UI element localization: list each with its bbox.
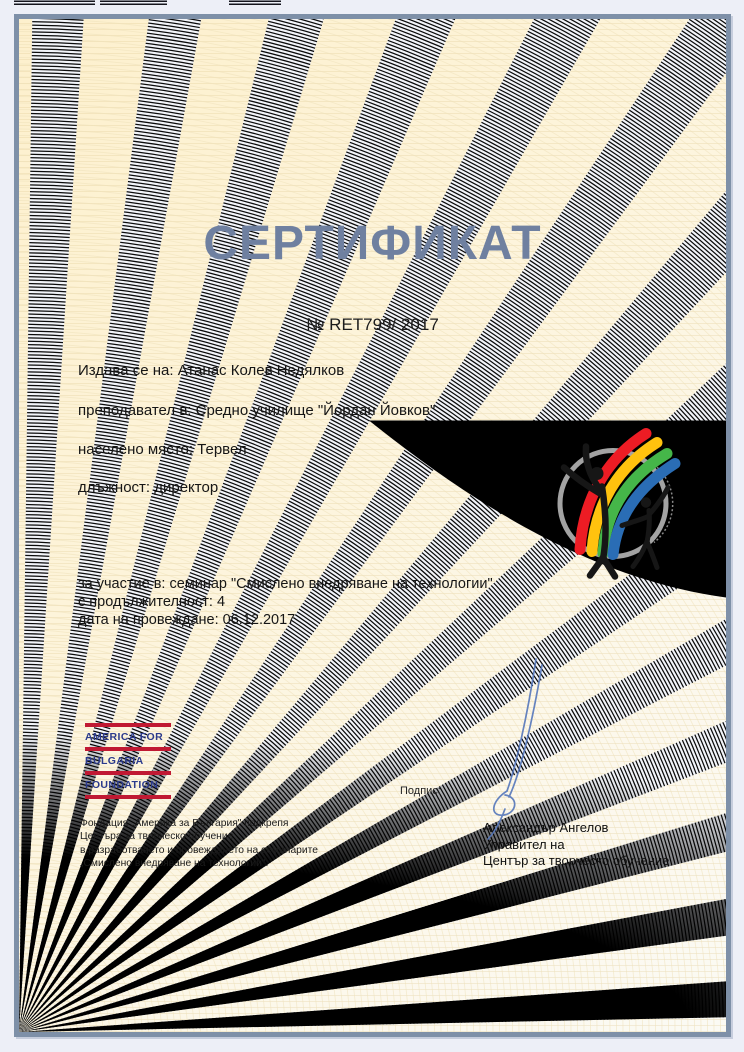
abf-foundation-logo-icon bbox=[85, 723, 171, 799]
recipient-role-line: длъжност: директор bbox=[78, 479, 219, 496]
signatory-name: Александър Ангелов bbox=[483, 820, 609, 835]
recipient-name-line: Издава се на: Атанас Колев Недялков bbox=[78, 362, 345, 379]
signatory-organization: Център за творческо обучение bbox=[483, 853, 670, 869]
signatory-role: Управител на bbox=[483, 836, 565, 852]
certificate-number: № RET799/ 2017 bbox=[306, 315, 439, 334]
sponsor-note-line: в разработването и провеждането на семинарите bbox=[80, 844, 318, 856]
clipped-text-fragment bbox=[229, 0, 281, 5]
certificate-title: СЕРТИФИКАТ bbox=[203, 217, 542, 270]
abf-stripe bbox=[85, 795, 171, 799]
abf-line-2: BULGARIA bbox=[85, 754, 144, 767]
certificate-page bbox=[14, 14, 731, 1037]
recipient-position-line: преподавател в: Средно училище "Йордан Йовков" bbox=[78, 402, 436, 419]
sponsor-note-line: Фондация „Америка за България" подкрепя bbox=[80, 818, 289, 829]
sponsor-note-line: „Смислено внедряване на технологии". bbox=[80, 858, 269, 870]
abf-line-1: AMERICA FOR bbox=[85, 730, 164, 743]
event-details bbox=[78, 575, 493, 629]
signatory-block bbox=[483, 820, 669, 870]
black-curved-corner bbox=[369, 421, 726, 598]
sponsor-note bbox=[80, 817, 318, 871]
recipient-town-line: населено място: Тервел bbox=[78, 441, 247, 458]
top-corner-banner bbox=[19, 19, 726, 1032]
event-duration-line: с продължителност: 4 bbox=[78, 594, 226, 610]
event-seminar-line: за участие в: семинар "Смислено внедряване на технологии" bbox=[78, 576, 493, 592]
event-date-line: дата на провеждане: 06.12.2017 bbox=[78, 612, 296, 628]
clipped-text-fragment bbox=[14, 0, 95, 5]
sponsor-note-line: Центъра за творческо обучение bbox=[80, 831, 234, 843]
clipped-text-fragment bbox=[100, 0, 167, 5]
signature-label: Подпис: bbox=[400, 785, 441, 797]
abf-line-3: FOUNDATION bbox=[85, 778, 159, 791]
